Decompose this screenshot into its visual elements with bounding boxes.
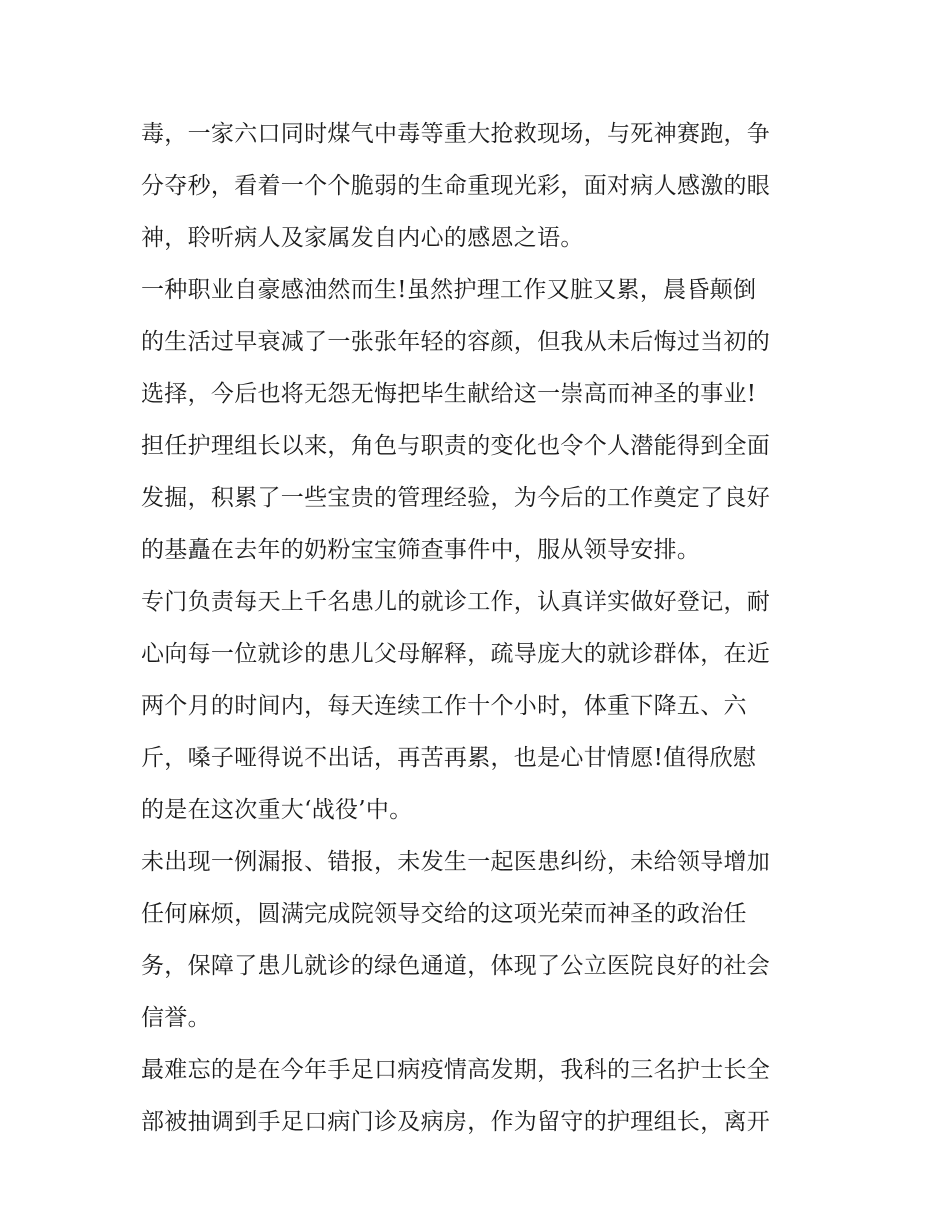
text-line: 专门负责每天上千名患儿的就诊工作，认真详实做好登记，耐	[141, 589, 771, 615]
text-line: 的生活过早衰减了一张张年轻的容颜，但我从未后悔过当初的	[141, 329, 771, 355]
text-line: 信誉。	[141, 1005, 211, 1031]
text-line: 担任护理组长以来，角色与职责的变化也令个人潜能得到全面	[141, 433, 771, 459]
text-line: 两个月的时间内，每天连续工作十个小时，体重下降五、六	[141, 693, 747, 719]
text-line: 的是在这次重大‘战役’中。	[141, 797, 413, 823]
document-body-text	[141, 108, 821, 1148]
text-line: 神，聆听病人及家属发自内心的感恩之语。	[141, 225, 584, 251]
text-line: 心向每一位就诊的患儿父母解释，疏导庞大的就诊群体，在近	[141, 641, 771, 667]
text-line: 的基矗在去年的奶粉宝宝筛查事件中，服从领导安排。	[141, 537, 701, 563]
text-line: 任何麻烦，圆满完成院领导交给的这项光荣而神圣的政治任	[141, 901, 747, 927]
text-line: 务，保障了患儿就诊的绿色通道，体现了公立医院良好的社会	[141, 953, 771, 979]
text-line: 毒，一家六口同时煤气中毒等重大抢救现场，与死神赛跑，争	[141, 121, 771, 147]
text-line: 部被抽调到手足口病门诊及病房，作为留守的护理组长，离开	[141, 1109, 771, 1135]
text-line: 选择，今后也将无怨无悔把毕生献给这一崇高而神圣的事业!	[141, 381, 757, 407]
text-line: 一种职业自豪感油然而生!虽然护理工作又脏又累，晨昏颠倒	[141, 277, 757, 303]
text-line: 分夺秒，看着一个个脆弱的生命重现光彩，面对病人感激的眼	[141, 173, 771, 199]
text-line: 发掘，积累了一些宝贵的管理经验，为今后的工作奠定了良好	[141, 485, 771, 511]
text-line: 斤，嗓子哑得说不出话，再苦再累，也是心甘情愿!值得欣慰	[141, 745, 757, 771]
text-line: 未出现一例漏报、错报，未发生一起医患纠纷，未给领导增加	[141, 849, 771, 875]
text-line: 最难忘的是在今年手足口病疫情高发期，我科的三名护士长全	[141, 1057, 771, 1083]
